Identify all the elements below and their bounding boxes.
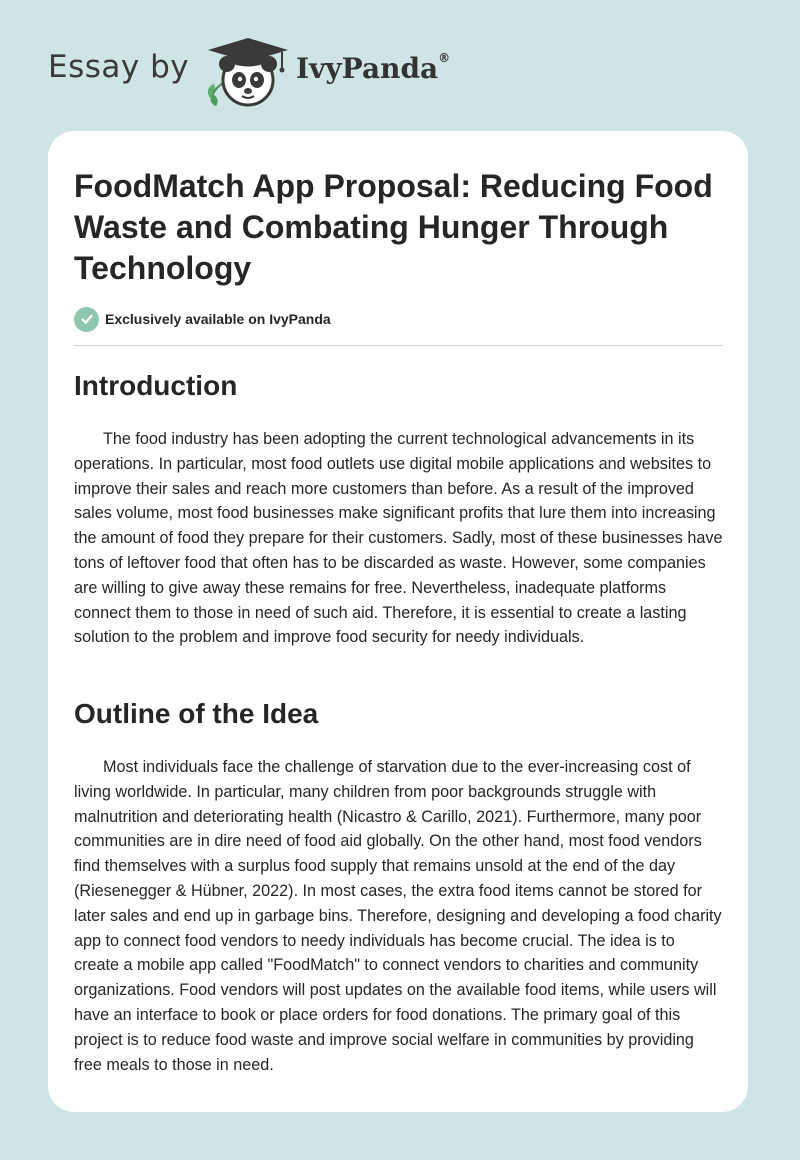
brand-name[interactable] [296,52,450,85]
essay-by-label: Essay by [48,49,190,85]
section-body-introduction: The food industry has been adopting the current technological advancements in its operations. In particular, most food outlets use digital mobile applications and websites to improve their sales and reach more customers than before. As a result of the improved sales volume, most food businesses make significant profits that lure them into increasing the amount of food they prepare for their customers. Sadly, most of these businesses have tons of leftover food that often has to be discarded as waste. However, some companies are willing to give away these remains for free. Nevertheless, inadequate platforms connect them to those in need of such aid. Therefore, it is essential to create a lasting solution to the problem and improve food security for needy individuals. [74,430,723,647]
divider [74,345,723,346]
panda-graduation-cap-icon[interactable] [202,36,292,108]
brand-name-text: IvyPanda [296,52,439,85]
section-heading-introduction: Introduction [74,370,238,401]
check-circle-icon [74,307,99,332]
registered-mark: ® [438,50,451,65]
page-title: FoodMatch App Proposal: Reducing Food Waste and Combating Hunger Through Technology [74,168,713,286]
essay-card [48,131,748,1112]
site-header [48,36,508,108]
section-body-outline: Most individuals face the challenge of starvation due to the ever-increasing cost of living worldwide. In particular, many children from poor backgrounds struggle with malnutrition and deteriorating health (Nicastro & Carillo, 2021). Furthermore, many poor communities are in dire need of food aid globally. On the other hand, most food vendors find themselves with a surplus food supply that remains unsold at the end of the day (Riesenegger & Hübner, 2022). In most cases, the extra food items cannot be stored for later sales and end up in garbage bins. Therefore, designing and developing a food charity app to connect food vendors to needy individuals has become crucial. The idea is to create a mobile app called "FoodMatch" to connect vendors to charities and community organizations. Food vendors will post updates on the available food items, while users will have an interface to book or place orders for food donations. The primary goal of this project is to reduce food waste and improve social welfare in communities by providing free meals to those in need. [74,758,722,1074]
section-heading-outline: Outline of the Idea [74,698,319,729]
availability-badge [74,306,331,332]
availability-text: Exclusively available on IvyPanda [105,311,331,327]
